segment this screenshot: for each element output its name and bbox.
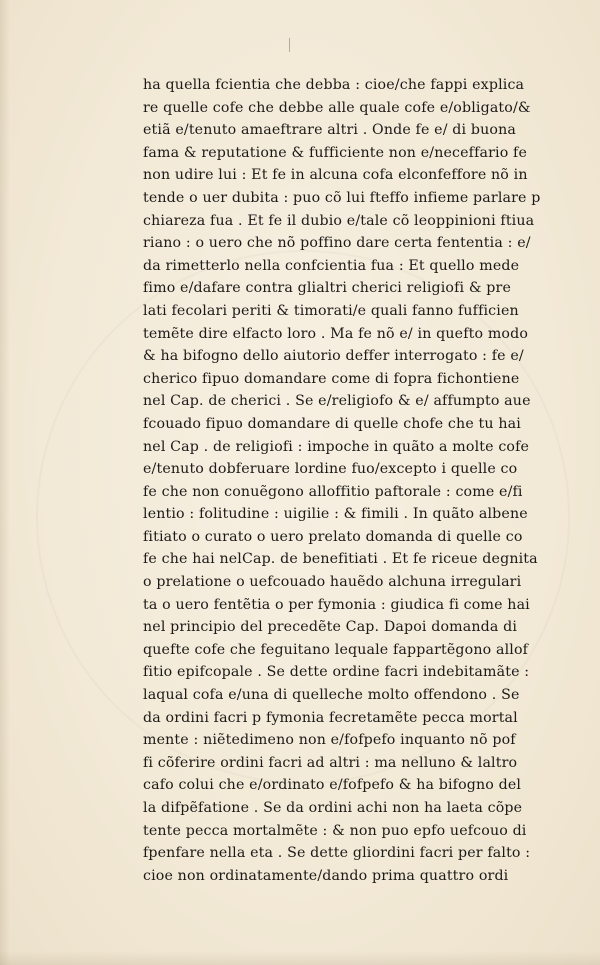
text-line-26: quefte cofe che feguitano lequale fappartẽgono allof <box>143 641 529 658</box>
text-line-22: fe che hai nelCap. de benefitiati . Et fe riceue degnita <box>143 551 538 568</box>
text-line-34: tente pecca mortalmẽte : & non puo epfo uefcouo di <box>143 822 527 839</box>
text-line-3: etiã e/tenuto amaeftrare altri . Onde fe e/ di buona <box>143 122 516 139</box>
text-line-7: chiareza fua . Et fe il dubio e/tale cõ leoppinioni ftiua <box>143 212 535 229</box>
text-line-27: fitio epifcopale . Se dette ordine facri indebitamãte : <box>143 664 530 681</box>
text-line-24: ta o uero fentẽtia o per fymonia : giudica fi come hai <box>143 596 530 613</box>
text-line-14: cherico fipuo domandare come di fopra fichontiene <box>143 370 520 387</box>
text-line-13: & ha bifogno dello aiutorio deffer interrogato : fe e/ <box>143 348 524 365</box>
text-line-2: re quelle cofe che debbe alle quale cofe e/obligato/& <box>143 99 531 116</box>
text-line-12: temẽte dire elfacto loro . Ma fe nõ e/ in quefto modo <box>143 325 529 342</box>
text-line-6: tende o uer dubita : puo cõ lui fteffo infieme parlare p <box>143 189 541 206</box>
text-line-4: fama & reputatione & fufficiente non e/neceffario fe <box>143 144 527 161</box>
page-edge-shadow <box>0 0 10 965</box>
page-bottom-shadow <box>0 951 600 965</box>
text-line-32: cafo colui che e/ordinato e/fofpefo & ha bifogno del <box>143 777 522 794</box>
page-mark <box>289 38 290 52</box>
text-line-30: mente : niẽtedimeno non e/fofpefo inquanto nõ pof <box>143 732 516 749</box>
text-line-21: fitiato o curato o uero prelato domanda di quelle co <box>143 528 523 545</box>
text-line-35: fpenfare nella eta . Se dette gliordini facri per falto : <box>143 845 531 862</box>
text-line-19: fe che non conuẽgono alloffitio paftorale : come e/fi <box>143 483 523 500</box>
text-line-17: nel Cap . de religiofi : impoche in quãto a molte cofe <box>143 438 530 455</box>
text-line-8: riano : o uero che nõ poffino dare certa fententia : e/ <box>143 235 531 252</box>
text-line-1: ha quella fcientia che debba : cioe/che fappi explica <box>143 77 525 93</box>
text-line-10: fimo e/dafare contra glialtri cherici religiofi & pre <box>143 280 512 297</box>
text-line-33: la difpẽfatione . Se da ordini achi non ha laeta cõpe <box>143 800 523 816</box>
text-line-31: fi cõferire ordini facri ad altri : ma nelluno & laltro <box>143 754 518 771</box>
text-line-25: nel principio del precedẽte Cap. Dapoi domanda di <box>143 619 518 636</box>
text-line-29: da ordini facri p fymonia fecretamẽte pecca mortal <box>143 709 518 726</box>
text-line-5: non udire lui : Et fe in alcuna cofa elconfeffore nõ in <box>143 167 528 184</box>
text-line-28: laqual cofa e/una di quelleche molto offendono . Se <box>143 687 520 704</box>
text-line-36: cioe non ordinatamente/dando prima quattro ordi <box>143 867 509 884</box>
text-line-18: e/tenuto dobferuare lordine fuo/excepto i quelle co <box>143 461 518 478</box>
text-line-20: lentio : folitudine : uigilie : & fimili . In quãto albene <box>143 506 528 523</box>
text-line-15: nel Cap. de cherici . Se e/religiofo & e/ affumpto aue <box>143 393 531 410</box>
text-line-16: fcouado fipuo domandare di quelle chofe che tu hai <box>143 415 521 432</box>
text-line-23: o prelatione o uefcouado hauẽdo alchuna irregulari <box>143 574 522 591</box>
text-line-9: da rimetterlo nella confcientia fua : Et quello mede <box>143 257 520 274</box>
text-column <box>143 74 563 887</box>
text-line-11: lati fecolari periti & timorati/e quali fanno fufficien <box>143 302 519 319</box>
